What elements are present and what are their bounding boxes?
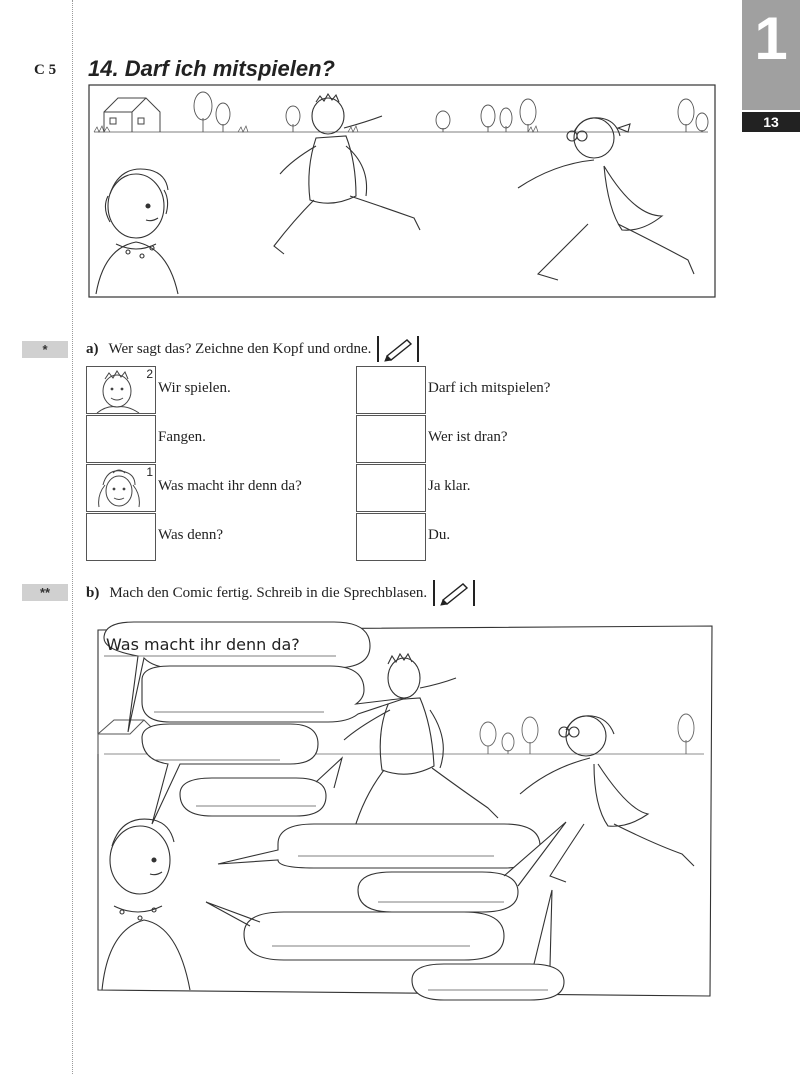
tree-icon [286, 106, 300, 132]
tree-icon [481, 105, 495, 132]
sentence-fangen: Fangen. [158, 429, 206, 445]
instruction-a-text: Wer sagt das? Zeichne den Kopf und ordne. [108, 340, 372, 357]
instruction-a [86, 336, 419, 362]
bubble-1-text: Was macht ihr denn da? [106, 635, 300, 654]
running-girl-figure [518, 118, 694, 280]
tree-icon [216, 103, 230, 132]
sentence-wir-spielen: Wir spielen. [158, 380, 231, 396]
head-box-fangen[interactable] [86, 415, 156, 463]
tree-icon [194, 92, 212, 132]
task-letter-b: b) [86, 584, 100, 601]
tree-icon [678, 714, 694, 754]
tree-icon [436, 111, 450, 132]
chapter-number: 1 [754, 5, 788, 72]
tree-icon [678, 99, 694, 132]
girl-figure [96, 169, 178, 294]
head-box-darf-ich-mitspielen[interactable] [356, 366, 426, 414]
difficulty-badge-a: * [22, 341, 68, 358]
girl-figure [102, 819, 190, 990]
sentence-was-denn: Was denn? [158, 527, 224, 543]
head-box-was-denn[interactable] [86, 513, 156, 561]
pencil-box-icon [433, 580, 475, 606]
head-box-was-macht-ihr[interactable] [86, 464, 156, 512]
chapter-tab [742, 0, 800, 110]
head-box-wir-spielen[interactable] [86, 366, 156, 414]
speech-bubble[interactable] [180, 758, 342, 816]
tree-icon [696, 113, 708, 132]
order-number: 2 [146, 367, 153, 381]
girl-head-sketch [87, 465, 155, 511]
task-letter-a: a) [86, 340, 99, 357]
comic-illustration [84, 614, 718, 1004]
instruction-b [86, 580, 475, 606]
tree-icon [502, 733, 514, 754]
speech-bubble[interactable] [218, 824, 540, 868]
running-girl-figure [520, 716, 694, 882]
tree-icon [500, 108, 512, 132]
sentence-du: Du. [428, 527, 451, 543]
instruction-b-text: Mach den Comic fertig. Schreib in die Sprechblasen. [109, 584, 428, 601]
margin-line [72, 0, 73, 1074]
boy-figure [344, 654, 498, 836]
order-number: 1 [146, 465, 153, 479]
page-title: 14. Darf ich mitspielen? [88, 56, 335, 81]
sentence-ja-klar: Ja klar. [428, 478, 471, 494]
head-box-du[interactable] [356, 513, 426, 561]
difficulty-badge-b: ** [22, 584, 68, 601]
boy-figure [274, 94, 420, 254]
tree-icon [520, 99, 536, 132]
boy-head-sketch [87, 367, 155, 413]
tree-icon [522, 717, 538, 754]
pencil-box-icon [377, 336, 419, 362]
sentence-was-macht-ihr-denn-da: Was macht ihr denn da? [158, 478, 302, 494]
tree-icon [480, 722, 496, 754]
playground-illustration [88, 84, 716, 300]
sentence-wer-ist-dran: Wer ist dran? [428, 429, 508, 445]
sentence-darf-ich-mitspielen: Darf ich mitspielen? [428, 380, 551, 396]
section-code: C 5 [34, 62, 57, 78]
page-number: 13 [742, 112, 800, 132]
house-icon [104, 98, 160, 132]
head-box-ja-klar[interactable] [356, 464, 426, 512]
speech-bubble[interactable] [142, 666, 406, 722]
head-box-wer-ist-dran[interactable] [356, 415, 426, 463]
